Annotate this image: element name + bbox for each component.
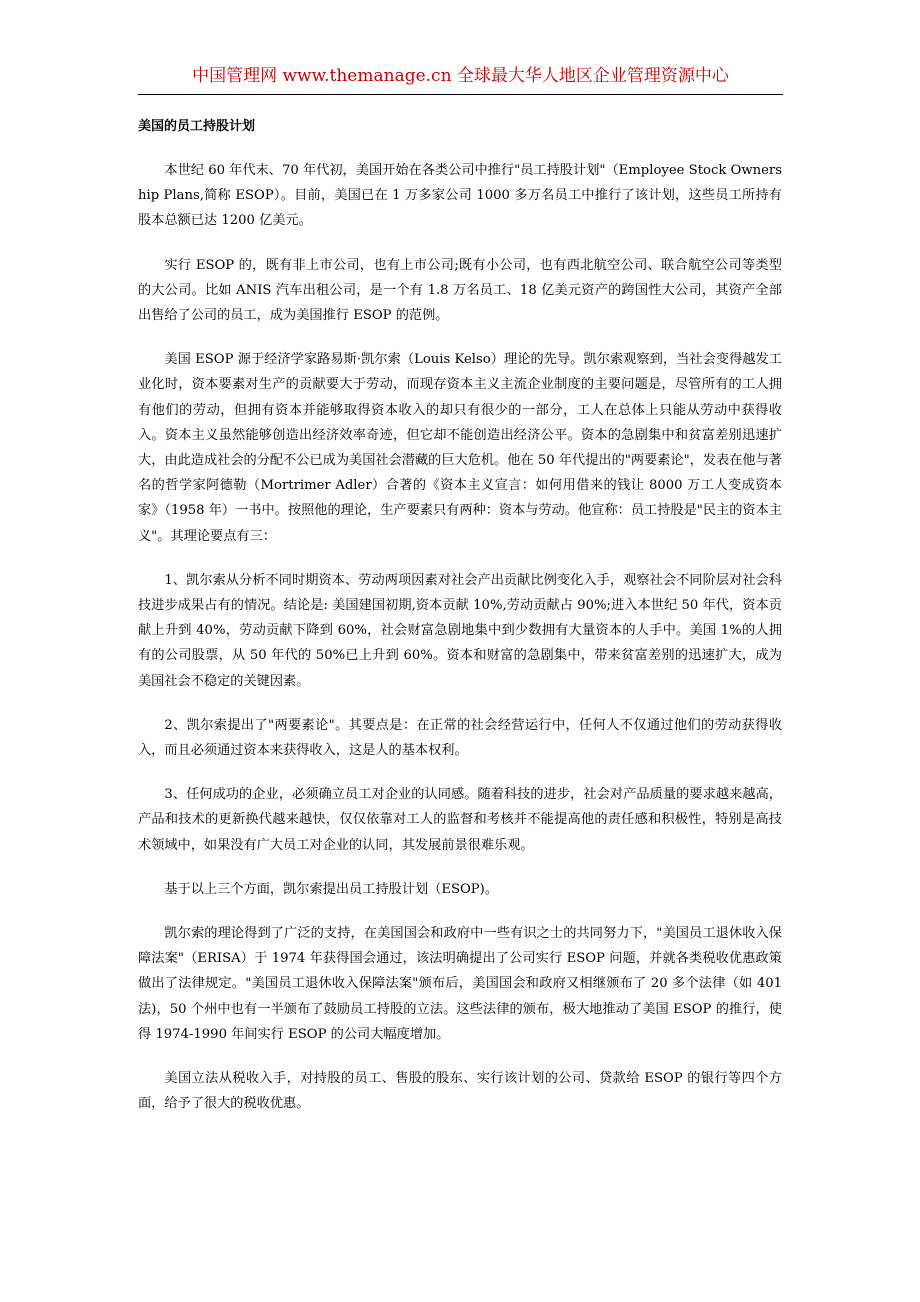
paragraph-esop-proposal: 基于以上三个方面，凯尔索提出员工持股计划（ESOP)。	[164, 881, 499, 897]
paragraph-point-1: 1、凯尔索从分析不同时期资本、劳动两项因素对社会产出贡献比例变化入手，观察社会不同阶层对社会科技进步成果占有的情况。结论是: 美国建国初期,资本贡献 10%,劳动贡献占 90%;进入本世纪 50 年代，资本贡献上升到 40%，劳动贡献下降到 60%，社会财富急剧地集中到少数拥有大量资本的人手中。美国 1%的人拥有的公司股票，从 50 年代的 50%已上升到 60%。资本和财富的急剧集中，带来贫富差别的迅速扩大，成为美国社会不稳定的关键因素。	[138, 572, 782, 689]
paragraph-point-3: 3、任何成功的企业，必须确立员工对企业的认同感。随着科技的进步，社会对产品质量的要求越来越高，产品和技术的更新换代越来越快，仅仅依靠对工人的监督和考核并不能提高他的责任感和积极性，特别是高技术领域中，如果没有广大员工对企业的认同，其发展前景很难乐观。	[138, 787, 782, 853]
page-header	[138, 62, 783, 95]
paragraph-legislation: 凯尔索的理论得到了广泛的支持，在美国国会和政府中一些有识之士的共同努力下，"美国员工退休收入保障法案"（ERISA）于 1974 年获得国会通过，该法明确提出了公司实行 ESOP 问题，并就各类税收优惠政策做出了法律规定。"美国员工退休收入保障法案"颁布后，美国国会和政府又相继颁布了 20 多个法律（如 401 法)，50 个州中也有一半颁布了鼓励员工持股的立法。这些法律的颁布，极大地推动了美国 ESOP 的推行，使得 1974-1990 年间实行 ESOP 的公司大幅度增加。	[138, 926, 782, 1042]
paragraph-tax-incentives: 美国立法从税收入手，对持股的员工、售股的股东、实行该计划的公司、贷款给 ESOP 的银行等四个方面，给予了很大的税收优惠。	[138, 1071, 782, 1112]
paragraph-kelso-theory: 美国 ESOP 源于经济学家路易斯·凯尔索（Louis Kelso）理论的先导。凯尔索观察到，当社会变得越发工业化时，资本要素对生产的贡献要大于劳动，而现存资本主义主流企业制度的主要问题是，尽管所有的工人拥有他们的劳动，但拥有资本并能够取得资本收入的却只有很少的一部分，工人在总体上只能从劳动中获得收入。资本主义虽然能够创造出经济效率奇迹，但它却不能创造出经济公平。资本的急剧集中和贫富差别迅速扩大，由此造成社会的分配不公已成为美国社会潜藏的巨大危机。他在 50 年代提出的"两要素论"，发表在他与著名的哲学家阿德勒（Mortrimer Adler）合著的《资本主义宣言：如何用借来的钱让 8000 万工人变成资本家》（1958 年）一书中。按照他的理论，生产要素只有两种：资本与劳动。他宣称：员工持股是"民主的资本主义"。其理论要点有三：	[138, 352, 782, 544]
paragraph-intro: 本世纪 60 年代末、70 年代初，美国开始在各类公司中推行"员工持股计划"（Employee Stock Ownership Plans,简称 ESOP）。目前，美国已在 1 万多家公司 1000 多万名员工中推行了该计划，这些员工所持有股本总额已达 1200 亿美元。	[138, 163, 782, 229]
paragraph-companies: 实行 ESOP 的，既有非上市公司，也有上市公司;既有小公司，也有西北航空公司、联合航空公司等类型的大公司。比如 ANIS 汽车出租公司，是一个有 1.8 万名员工、18 亿美元资产的跨国性大公司，其资产全部出售给了公司的员工，成为美国推行 ESOP 的范例。	[138, 257, 782, 324]
document-body	[138, 116, 782, 1136]
document-title: 美国的员工持股计划	[138, 119, 256, 134]
header-banner-text: 中国管理网 www.themanage.cn 全球最大华人地区企业管理资源中心	[192, 66, 729, 86]
paragraph-point-2: 2、凯尔索提出了"两要素论"。其要点是：在正常的社会经营运行中，任何人不仅通过他们的劳动获得收入，而且必须通过资本来获得收入，这是人的基本权利。	[138, 717, 782, 759]
